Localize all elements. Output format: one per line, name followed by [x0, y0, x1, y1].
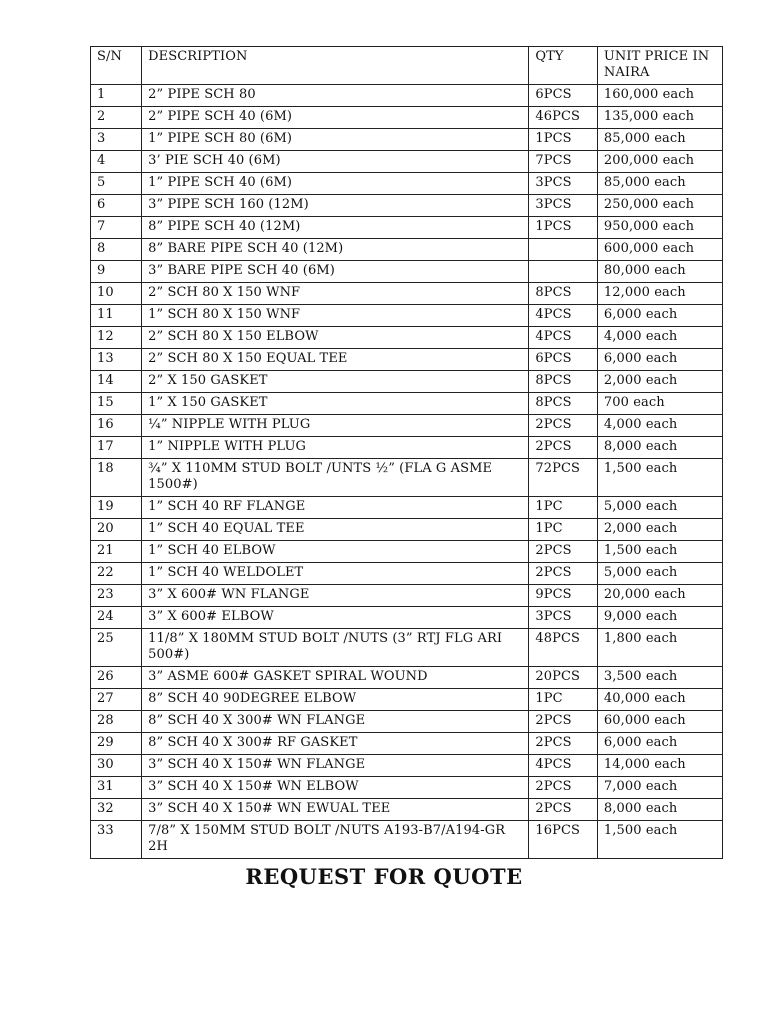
description-cell: 3’ PIE SCH 40 (6M) — [142, 151, 529, 173]
unit-price-cell: 2,000 each — [597, 519, 722, 541]
description-cell: ¼” NIPPLE WITH PLUG — [142, 415, 529, 437]
sn-cell: 23 — [91, 585, 142, 607]
qty-cell: 2PCS — [529, 415, 598, 437]
table-row — [91, 607, 723, 629]
sn-cell: 30 — [91, 755, 142, 777]
qty-cell: 2PCS — [529, 437, 598, 459]
unit-price-cell: 6,000 each — [597, 305, 722, 327]
unit-price-cell: 5,000 each — [597, 563, 722, 585]
unit-price-cell: 8,000 each — [597, 799, 722, 821]
sn-cell: 28 — [91, 711, 142, 733]
description-cell: 2” SCH 80 X 150 EQUAL TEE — [142, 349, 529, 371]
sn-cell: 24 — [91, 607, 142, 629]
description-cell: 8” SCH 40 X 300# WN FLANGE — [142, 711, 529, 733]
unit-price-cell: 4,000 each — [597, 327, 722, 349]
unit-price-cell: 20,000 each — [597, 585, 722, 607]
qty-cell: 4PCS — [529, 755, 598, 777]
unit-price-cell: 1,800 each — [597, 629, 722, 667]
description-cell: 8” SCH 40 X 300# RF GASKET — [142, 733, 529, 755]
description-cell: 2” SCH 80 X 150 WNF — [142, 283, 529, 305]
sn-cell: 19 — [91, 497, 142, 519]
table-row — [91, 305, 723, 327]
description-cell: 1” PIPE SCH 40 (6M) — [142, 173, 529, 195]
table-row — [91, 349, 723, 371]
unit-price-cell: 1,500 each — [597, 821, 722, 859]
description-cell: 8” SCH 40 90DEGREE ELBOW — [142, 689, 529, 711]
qty-cell: 9PCS — [529, 585, 598, 607]
table-row — [91, 519, 723, 541]
qty-cell: 3PCS — [529, 195, 598, 217]
unit-price-cell: 80,000 each — [597, 261, 722, 283]
sn-cell: 7 — [91, 217, 142, 239]
description-cell: 3” X 600# WN FLANGE — [142, 585, 529, 607]
qty-cell: 1PC — [529, 689, 598, 711]
table-row — [91, 239, 723, 261]
quote-table — [90, 46, 723, 859]
sn-cell: 17 — [91, 437, 142, 459]
description-cell: 1” SCH 40 RF FLANGE — [142, 497, 529, 519]
unit-price-cell: 200,000 each — [597, 151, 722, 173]
unit-price-cell: 85,000 each — [597, 129, 722, 151]
unit-price-cell: 160,000 each — [597, 85, 722, 107]
table-row — [91, 173, 723, 195]
sn-cell: 29 — [91, 733, 142, 755]
table-row — [91, 107, 723, 129]
unit-price-cell: 12,000 each — [597, 283, 722, 305]
description-cell: 3” SCH 40 X 150# WN FLANGE — [142, 755, 529, 777]
unit-price-cell: 85,000 each — [597, 173, 722, 195]
sn-cell: 31 — [91, 777, 142, 799]
table-row — [91, 821, 723, 859]
qty-cell: 1PC — [529, 497, 598, 519]
sn-cell: 5 — [91, 173, 142, 195]
qty-cell: 2PCS — [529, 563, 598, 585]
unit-price-cell: 2,000 each — [597, 371, 722, 393]
unit-price-cell: 135,000 each — [597, 107, 722, 129]
sn-cell: 12 — [91, 327, 142, 349]
table-row — [91, 541, 723, 563]
qty-cell: 1PCS — [529, 129, 598, 151]
sn-cell: 25 — [91, 629, 142, 667]
qty-cell: 1PC — [529, 519, 598, 541]
description-cell: 8” BARE PIPE SCH 40 (12M) — [142, 239, 529, 261]
unit-price-cell: 700 each — [597, 393, 722, 415]
table-row — [91, 585, 723, 607]
table-row — [91, 711, 723, 733]
qty-cell: 16PCS — [529, 821, 598, 859]
sn-cell: 2 — [91, 107, 142, 129]
qty-cell — [529, 239, 598, 261]
unit-price-cell: 3,500 each — [597, 667, 722, 689]
qty-cell: 2PCS — [529, 711, 598, 733]
table-row — [91, 777, 723, 799]
table-row — [91, 437, 723, 459]
table-body — [91, 85, 723, 859]
qty-cell: 4PCS — [529, 327, 598, 349]
qty-cell: 3PCS — [529, 173, 598, 195]
description-cell: 2” PIPE SCH 80 — [142, 85, 529, 107]
description-cell: ¾” X 110MM STUD BOLT /UNTS ½” (FLA G ASME 1500#) — [142, 459, 529, 497]
description-cell: 3” SCH 40 X 150# WN EWUAL TEE — [142, 799, 529, 821]
header-description: DESCRIPTION — [142, 47, 529, 85]
description-cell: 7/8” X 150MM STUD BOLT /NUTS A193-B7/A194-GR 2H — [142, 821, 529, 859]
qty-cell — [529, 261, 598, 283]
qty-cell: 7PCS — [529, 151, 598, 173]
unit-price-cell: 60,000 each — [597, 711, 722, 733]
header-row — [91, 47, 723, 85]
qty-cell: 2PCS — [529, 799, 598, 821]
unit-price-cell: 9,000 each — [597, 607, 722, 629]
table-row — [91, 129, 723, 151]
qty-cell: 46PCS — [529, 107, 598, 129]
table-row — [91, 629, 723, 667]
sn-cell: 27 — [91, 689, 142, 711]
description-cell: 8” PIPE SCH 40 (12M) — [142, 217, 529, 239]
table-row — [91, 327, 723, 349]
sn-cell: 10 — [91, 283, 142, 305]
unit-price-cell: 40,000 each — [597, 689, 722, 711]
table-row — [91, 415, 723, 437]
table-row — [91, 733, 723, 755]
unit-price-cell: 7,000 each — [597, 777, 722, 799]
sn-cell: 9 — [91, 261, 142, 283]
table-row — [91, 497, 723, 519]
description-cell: 3” BARE PIPE SCH 40 (6M) — [142, 261, 529, 283]
qty-cell: 1PCS — [529, 217, 598, 239]
unit-price-cell: 600,000 each — [597, 239, 722, 261]
header-sn: S/N — [91, 47, 142, 85]
unit-price-cell: 14,000 each — [597, 755, 722, 777]
description-cell: 1” SCH 40 ELBOW — [142, 541, 529, 563]
description-cell: 1” PIPE SCH 80 (6M) — [142, 129, 529, 151]
description-cell: 2” SCH 80 X 150 ELBOW — [142, 327, 529, 349]
qty-cell: 2PCS — [529, 777, 598, 799]
table-row — [91, 393, 723, 415]
table-row — [91, 151, 723, 173]
sn-cell: 26 — [91, 667, 142, 689]
description-cell: 2” X 150 GASKET — [142, 371, 529, 393]
description-cell: 3” SCH 40 X 150# WN ELBOW — [142, 777, 529, 799]
unit-price-cell: 5,000 each — [597, 497, 722, 519]
header-unit-price: UNIT PRICE IN NAIRA — [597, 47, 722, 85]
unit-price-cell: 6,000 each — [597, 349, 722, 371]
unit-price-cell: 8,000 each — [597, 437, 722, 459]
description-cell: 1” X 150 GASKET — [142, 393, 529, 415]
description-cell: 2” PIPE SCH 40 (6M) — [142, 107, 529, 129]
qty-cell: 2PCS — [529, 733, 598, 755]
qty-cell: 2PCS — [529, 541, 598, 563]
sn-cell: 13 — [91, 349, 142, 371]
qty-cell: 48PCS — [529, 629, 598, 667]
sn-cell: 20 — [91, 519, 142, 541]
sn-cell: 32 — [91, 799, 142, 821]
table-row — [91, 459, 723, 497]
sn-cell: 15 — [91, 393, 142, 415]
description-cell: 1” SCH 80 X 150 WNF — [142, 305, 529, 327]
table-row — [91, 371, 723, 393]
description-cell: 1” SCH 40 EQUAL TEE — [142, 519, 529, 541]
qty-cell: 8PCS — [529, 393, 598, 415]
description-cell: 3” PIPE SCH 160 (12M) — [142, 195, 529, 217]
unit-price-cell: 950,000 each — [597, 217, 722, 239]
unit-price-cell: 1,500 each — [597, 541, 722, 563]
table-row — [91, 667, 723, 689]
description-cell: 3” ASME 600# GASKET SPIRAL WOUND — [142, 667, 529, 689]
table-row — [91, 799, 723, 821]
unit-price-cell: 6,000 each — [597, 733, 722, 755]
sn-cell: 22 — [91, 563, 142, 585]
table-row — [91, 85, 723, 107]
unit-price-cell: 1,500 each — [597, 459, 722, 497]
unit-price-cell: 4,000 each — [597, 415, 722, 437]
table-row — [91, 217, 723, 239]
description-cell: 1” SCH 40 WELDOLET — [142, 563, 529, 585]
sn-cell: 14 — [91, 371, 142, 393]
sn-cell: 1 — [91, 85, 142, 107]
table-header — [91, 47, 723, 85]
qty-cell: 8PCS — [529, 283, 598, 305]
description-cell: 1” NIPPLE WITH PLUG — [142, 437, 529, 459]
sn-cell: 16 — [91, 415, 142, 437]
table-row — [91, 261, 723, 283]
sn-cell: 8 — [91, 239, 142, 261]
sn-cell: 4 — [91, 151, 142, 173]
table-row — [91, 563, 723, 585]
qty-cell: 8PCS — [529, 371, 598, 393]
sn-cell: 3 — [91, 129, 142, 151]
qty-cell: 6PCS — [529, 349, 598, 371]
page-title: REQUEST FOR QUOTE — [245, 864, 523, 889]
sn-cell: 18 — [91, 459, 142, 497]
qty-cell: 6PCS — [529, 85, 598, 107]
description-cell: 3” X 600# ELBOW — [142, 607, 529, 629]
qty-cell: 72PCS — [529, 459, 598, 497]
table-row — [91, 755, 723, 777]
sn-cell: 33 — [91, 821, 142, 859]
qty-cell: 20PCS — [529, 667, 598, 689]
table-row — [91, 195, 723, 217]
description-cell: 11/8” X 180MM STUD BOLT /NUTS (3” RTJ FLG ARI 500#) — [142, 629, 529, 667]
unit-price-cell: 250,000 each — [597, 195, 722, 217]
sn-cell: 6 — [91, 195, 142, 217]
sn-cell: 11 — [91, 305, 142, 327]
sn-cell: 21 — [91, 541, 142, 563]
table-row — [91, 689, 723, 711]
qty-cell: 3PCS — [529, 607, 598, 629]
header-qty: QTY — [529, 47, 598, 85]
qty-cell: 4PCS — [529, 305, 598, 327]
table-row — [91, 283, 723, 305]
